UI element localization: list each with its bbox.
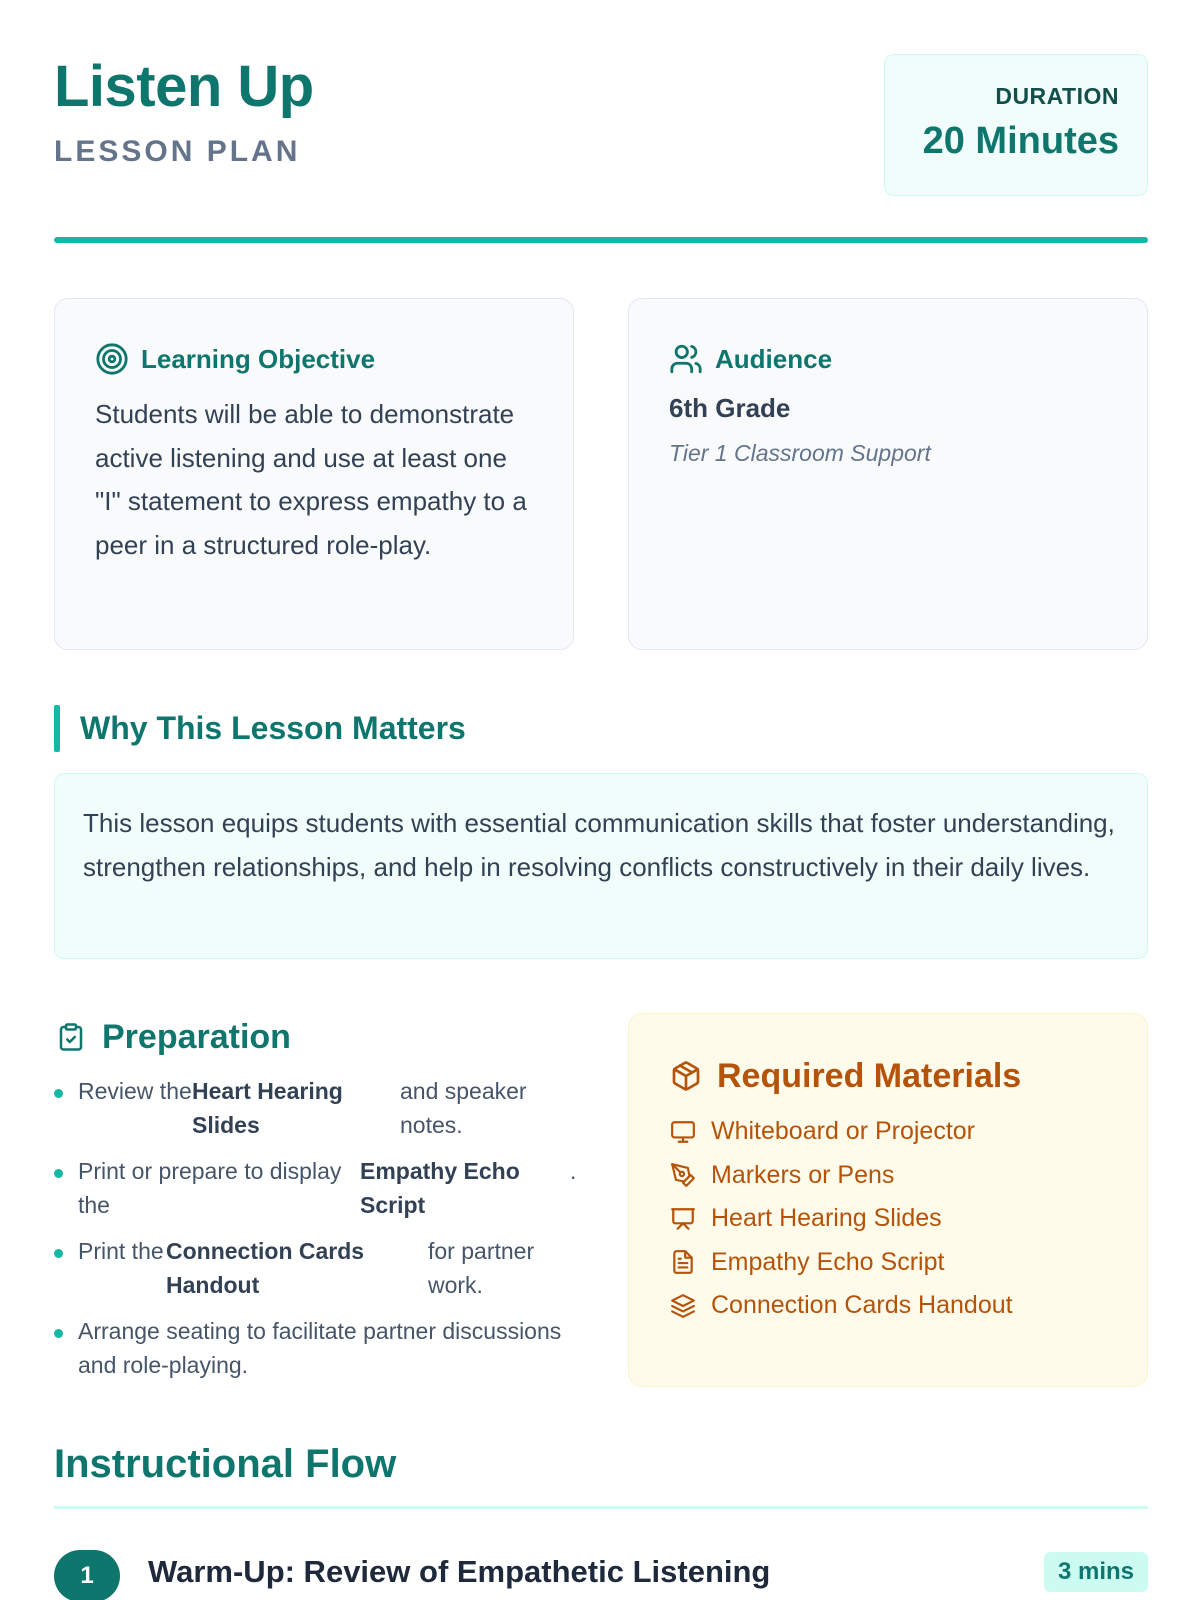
material-item [669,1197,1107,1241]
learning-objective-card [54,298,574,650]
learning-objective-title: Learning Objective [141,343,376,374]
why-heading [54,705,466,752]
preparation-item-text: Print the [78,1238,164,1264]
audience-card [628,298,1148,650]
audience-grade: 6th Grade [669,393,791,423]
material-label: Connection Cards Handout [711,1291,1013,1320]
preparation-item-text: for partner work. [428,1238,535,1298]
materials-list [669,1110,1107,1328]
material-label: Markers or Pens [711,1160,895,1189]
flow-step [54,1548,1148,1600]
preparation-item-highlight: Heart Hearing Slides [192,1078,343,1138]
material-label: Whiteboard or Projector [711,1117,976,1146]
step-number-badge: 1 [54,1550,120,1600]
preparation-heading [54,1015,584,1059]
required-materials-card [628,1013,1148,1387]
material-item [669,1241,1107,1285]
material-item [669,1154,1107,1198]
why-text: This lesson equips students with essential communication skills that foster understanding, strengthen relationships, and help in resolving conflicts constructively in their daily lives. [83,808,1115,882]
target-icon [95,342,129,376]
package-icon [669,1059,703,1093]
preparation-item [54,1315,584,1382]
required-materials-heading [669,1054,1107,1098]
instructional-flow-title: Instructional Flow [54,1442,397,1486]
clipboard-check-icon [54,1020,88,1054]
material-item [669,1284,1107,1328]
preparation-item-highlight: Empathy Echo Script [360,1158,520,1218]
document-icon [669,1248,697,1276]
step-title: Warm-Up: Review of Empathetic Listening [148,1554,771,1589]
duration-label: DURATION [995,83,1119,109]
preparation-title: Preparation [102,1017,291,1056]
preparation-item-highlight: Connection Cards Handout [166,1238,365,1298]
preparation-item-text: Arrange seating to facilitate partner discussions and role-playing. [78,1318,562,1378]
material-label: Heart Hearing Slides [711,1204,942,1233]
audience-title: Audience [715,343,833,374]
material-label: Empathy Echo Script [711,1247,945,1276]
preparation-item-text: and speaker notes. [400,1078,527,1138]
preparation-item [54,1075,584,1142]
duration-card [884,54,1148,196]
learning-objective-text: Students will be able to demonstrate active listening and use at least one "I" statement to express empathy to a peer in a structured role-play. [95,399,527,560]
page-subtitle: LESSON PLAN [54,135,301,168]
lesson-header [54,50,1148,200]
page-title: Listen Up [54,54,314,119]
step-duration-badge: 3 mins [1044,1552,1148,1592]
preparation-section [54,1015,584,1395]
preparation-list [54,1075,584,1382]
required-materials-title: Required Materials [717,1056,1022,1095]
monitor-icon [669,1118,697,1146]
material-item [669,1110,1107,1154]
preparation-item-text: Print or prepare to display the [78,1158,342,1218]
audience-heading [669,339,1107,379]
header-divider [54,237,1148,243]
why-box [54,773,1148,959]
duration-value: 20 Minutes [922,120,1119,162]
why-accent-bar [54,705,60,752]
instructional-flow-divider [54,1506,1148,1509]
presentation-icon [669,1205,697,1233]
layers-icon [669,1292,697,1320]
preparation-item-text: . [570,1158,577,1184]
audience-tier: Tier 1 Classroom Support [669,440,931,466]
users-icon [669,342,703,376]
preparation-item-text: Review the [78,1078,192,1104]
learning-objective-heading [95,339,533,379]
why-title: Why This Lesson Matters [80,710,466,746]
pen-icon [669,1161,697,1189]
preparation-item [54,1155,584,1222]
preparation-item [54,1235,584,1302]
